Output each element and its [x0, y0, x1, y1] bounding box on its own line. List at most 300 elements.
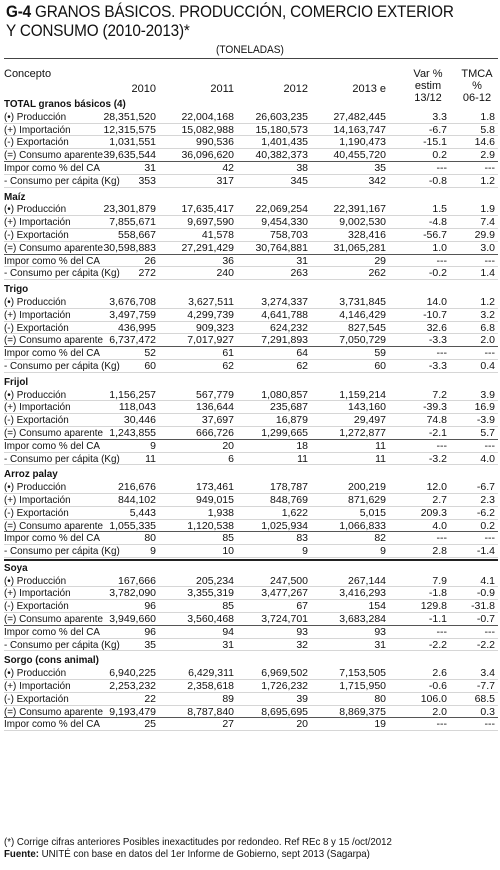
table-cell: 29.9: [474, 228, 495, 241]
section-title-label: Sorgo (cons animal): [4, 654, 99, 667]
table-cell: 2.8: [432, 545, 447, 558]
table-row: [4, 175, 498, 188]
source-label: Fuente:: [4, 849, 39, 860]
table-cell: 94: [222, 625, 234, 638]
row-label: (=) Consumo aparente: [4, 334, 104, 347]
table-cell: -3.3: [428, 334, 447, 347]
table-cell: 2,253,232: [109, 680, 156, 693]
table-cell: 39: [296, 692, 308, 705]
table-cell: 20: [296, 718, 308, 731]
table-cell: 68.5: [474, 692, 495, 705]
table-cell: 6,429,311: [188, 667, 234, 680]
table-cell: 3,731,845: [339, 295, 386, 308]
table-cell: 949,015: [196, 493, 234, 506]
table-cell: -31.8: [471, 600, 495, 613]
row-label: (=) Consumo aparente: [4, 241, 104, 254]
table-cell: 17,635,417: [181, 203, 234, 216]
table-cell: 3,676,708: [109, 295, 156, 308]
table-cell: 240: [216, 267, 234, 280]
table-cell: 3.0: [480, 241, 495, 254]
table-cell: 3,497,759: [109, 308, 156, 321]
header-year-2010: 2010: [131, 83, 156, 95]
table-cell: 82: [374, 532, 386, 545]
table-cell: ---: [436, 439, 447, 452]
table-cell: 60: [144, 359, 156, 372]
header-tmca: TMCA % 06-12: [461, 68, 493, 104]
table-cell: 8,787,840: [187, 705, 234, 718]
table-cell: 1,120,538: [187, 519, 234, 532]
table-cell: 31: [374, 638, 386, 651]
row-label: (•) Producción: [4, 388, 67, 401]
table-cell: 3,477,267: [261, 587, 308, 600]
table-cell: 848,769: [270, 493, 308, 506]
table-cell: 30,598,883: [103, 241, 156, 254]
table-row: [4, 613, 498, 626]
table-cell: 20: [222, 439, 234, 452]
table-cell: 247,500: [270, 574, 308, 587]
header-var: Var % estim 13/12: [413, 68, 443, 104]
table-cell: 353: [138, 174, 156, 187]
table-cell: -2.2: [428, 638, 447, 651]
row-label: (=) Consumo aparente: [4, 705, 104, 718]
table-cell: -10.7: [423, 308, 447, 321]
table-cell: 96: [144, 600, 156, 613]
table-cell: 9,002,530: [339, 216, 386, 229]
table-cell: 3,416,293: [339, 587, 386, 600]
table-cell: 235,687: [270, 401, 308, 414]
table-cell: 0.2: [432, 149, 447, 162]
table-row: [4, 111, 498, 124]
table-cell: 909,323: [196, 321, 234, 334]
section-title-label: Frijol: [4, 375, 29, 388]
table-cell: 758,703: [270, 228, 308, 241]
table-cell: 1,401,435: [261, 136, 308, 149]
table-cell: 9: [150, 439, 156, 452]
table-cell: 62: [222, 359, 234, 372]
table-cell: 2.0: [480, 334, 495, 347]
table-cell: 6,940,225: [109, 667, 156, 680]
table-row: [4, 296, 498, 309]
table-cell: 173,461: [196, 481, 234, 494]
table-row: [4, 545, 498, 558]
table-cell: 30,764,881: [255, 241, 308, 254]
units-label: (TONELADAS): [216, 44, 284, 56]
table-cell: 558,667: [118, 228, 156, 241]
table-cell: 32.6: [426, 321, 447, 334]
table-cell: 567,779: [196, 388, 234, 401]
table-cell: 6.8: [480, 321, 495, 334]
table-cell: -0.9: [476, 587, 495, 600]
section-title: [4, 376, 498, 389]
table-cell: 436,995: [118, 321, 156, 334]
section-title-label: Arroz palay: [4, 468, 58, 481]
table-cell: 7.4: [480, 216, 495, 229]
table-row: [4, 334, 498, 347]
table-cell: 67: [296, 600, 308, 613]
section-title: [4, 468, 498, 481]
table-cell: 27,291,429: [181, 241, 234, 254]
table-cell: 14.6: [474, 136, 495, 149]
table-cell: 1.2: [480, 174, 495, 187]
table-cell: 83: [296, 532, 308, 545]
table-cell: ---: [484, 439, 495, 452]
table-cell: 61: [222, 347, 234, 360]
section-title: [4, 654, 498, 667]
table-cell: ---: [484, 254, 495, 267]
table-cell: 3,782,090: [109, 587, 156, 600]
table-cell: ---: [436, 161, 447, 174]
table-row: [4, 626, 498, 639]
row-label: (+) Importación: [4, 680, 71, 693]
table-cell: 624,232: [270, 321, 308, 334]
table-cell: 267,144: [348, 574, 386, 587]
table-cell: 7,153,505: [339, 667, 386, 680]
table-cell: 7,855,671: [109, 216, 156, 229]
table-row: [4, 481, 498, 494]
table-cell: -4.8: [428, 216, 447, 229]
row-label: (•) Producción: [4, 574, 67, 587]
row-label: (+) Importación: [4, 493, 71, 506]
section-title: [4, 191, 498, 204]
table-cell: 9: [380, 545, 386, 558]
table-cell: -0.2: [428, 267, 447, 280]
table-row: [4, 706, 498, 719]
table-cell: 27: [222, 718, 234, 731]
header-rule: [4, 58, 498, 59]
table-cell: 1,938: [207, 506, 234, 519]
table-row: [4, 440, 498, 453]
row-label: (=) Consumo aparente: [4, 426, 104, 439]
table-cell: 1.2: [480, 295, 495, 308]
table-cell: 26,603,235: [255, 110, 308, 123]
table-cell: 3.2: [480, 308, 495, 321]
table-cell: -15.1: [423, 136, 447, 149]
header-year-2012: 2012: [283, 83, 308, 95]
table-cell: 205,234: [196, 574, 234, 587]
table-row: [4, 587, 498, 600]
table-cell: 39,635,544: [103, 149, 156, 162]
table-row: [4, 389, 498, 402]
table-cell: 1.9: [480, 203, 495, 216]
table-cell: 74.8: [426, 414, 447, 427]
table-cell: -7.7: [476, 680, 495, 693]
row-label: (=) Consumo aparente: [4, 149, 104, 162]
table-cell: 106.0: [420, 692, 447, 705]
table-cell: -0.8: [428, 174, 447, 187]
table-cell: 59: [374, 347, 386, 360]
table-cell: 5,015: [359, 506, 386, 519]
table-cell: 129.8: [420, 600, 447, 613]
table-row: [4, 718, 498, 731]
table-cell: 1,622: [281, 506, 308, 519]
table-row: [4, 639, 498, 652]
table-cell: -1.4: [476, 545, 495, 558]
table-cell: 11: [297, 452, 308, 465]
table-cell: 41,578: [201, 228, 234, 241]
table-cell: -6.2: [476, 506, 495, 519]
table-cell: 1,080,857: [261, 388, 308, 401]
table-cell: 5.8: [480, 123, 495, 136]
table-cell: 10: [222, 545, 234, 558]
table-cell: 1,031,551: [109, 136, 156, 149]
table-row: [4, 267, 498, 280]
table-cell: 216,676: [118, 481, 156, 494]
table-cell: -2.2: [476, 638, 495, 651]
row-label: (•) Producción: [4, 203, 67, 216]
row-label: - Consumo per cápita (Kg): [4, 545, 120, 558]
table-row: [4, 136, 498, 149]
table-cell: 1,243,855: [109, 426, 156, 439]
table-cell: ---: [436, 347, 447, 360]
table-cell: 1,272,877: [339, 426, 386, 439]
table-cell: 1.8: [480, 110, 495, 123]
row-label: - Consumo per cápita (Kg): [4, 638, 120, 651]
section-separator: [4, 559, 498, 561]
table-cell: 16,879: [275, 414, 308, 427]
table-row: [4, 427, 498, 440]
title-line2: Y CONSUMO (2010-2013)*: [6, 21, 190, 40]
table-cell: 7,050,729: [339, 334, 386, 347]
table-cell: ---: [436, 254, 447, 267]
table-cell: 36: [222, 254, 234, 267]
table-cell: 31,065,281: [333, 241, 386, 254]
table-cell: 3,355,319: [187, 587, 234, 600]
table-row: [4, 149, 498, 162]
table-cell: 342: [368, 174, 386, 187]
header-concept: Concepto: [4, 68, 52, 80]
table-cell: 40,455,720: [333, 149, 386, 162]
section-title: [4, 98, 498, 111]
table-cell: 1,726,232: [261, 680, 308, 693]
table-cell: 30,446: [123, 414, 156, 427]
row-label: Impor como % del CA: [4, 718, 100, 731]
table-cell: 1,299,665: [261, 426, 308, 439]
table-cell: 52: [144, 347, 156, 360]
table-cell: 12.0: [426, 481, 447, 494]
row-label: (-) Exportación: [4, 228, 69, 241]
row-label: (+) Importación: [4, 308, 71, 321]
table-cell: 28,351,520: [103, 110, 156, 123]
table-cell: 29,497: [353, 414, 386, 427]
table-row: [4, 162, 498, 175]
table-cell: 14,163,747: [333, 123, 386, 136]
table-cell: -3.9: [476, 414, 495, 427]
table-cell: 85: [222, 532, 234, 545]
table-row: [4, 255, 498, 268]
table-cell: 2.0: [432, 705, 447, 718]
table-row: [4, 520, 498, 533]
table-cell: 11: [375, 439, 386, 452]
row-label: Impor como % del CA: [4, 161, 100, 174]
row-label: (-) Exportación: [4, 136, 69, 149]
table-cell: -0.6: [428, 680, 447, 693]
section-title: [4, 283, 498, 296]
table-cell: 25: [144, 718, 156, 731]
table-row: [4, 322, 498, 335]
table-cell: -6.7: [476, 481, 495, 494]
table-cell: 3,683,284: [339, 613, 386, 626]
row-label: (-) Exportación: [4, 321, 69, 334]
table-row: [4, 229, 498, 242]
table-cell: 154: [368, 600, 386, 613]
table-cell: 9: [150, 545, 156, 558]
table-row: [4, 203, 498, 216]
table-cell: 11: [145, 452, 156, 465]
row-label: (=) Consumo aparente: [4, 613, 104, 626]
table-cell: ---: [436, 718, 447, 731]
table-cell: 9,193,479: [109, 705, 156, 718]
table-cell: 37,697: [201, 414, 234, 427]
header-year-2011: 2011: [210, 83, 234, 95]
data-table: [4, 98, 498, 731]
table-cell: 200,219: [348, 481, 386, 494]
table-cell: 60: [374, 359, 386, 372]
table-cell: 3,560,468: [187, 613, 234, 626]
table-cell: -3.3: [428, 359, 447, 372]
table-cell: 1,055,335: [109, 519, 156, 532]
table-cell: 272: [138, 267, 156, 280]
section-title-label: TOTAL granos básicos (4): [4, 98, 126, 110]
table-cell: 3,724,701: [261, 613, 308, 626]
table-cell: 0.2: [480, 519, 495, 532]
table-cell: 1,156,257: [109, 388, 156, 401]
table-cell: 9,454,330: [261, 216, 308, 229]
table-row: [4, 414, 498, 427]
table-row: [4, 667, 498, 680]
row-label: - Consumo per cápita (Kg): [4, 267, 120, 280]
section-title-label: Maíz: [4, 190, 26, 203]
row-label: Impor como % del CA: [4, 439, 100, 452]
table-cell: ---: [484, 532, 495, 545]
table-cell: 12,315,575: [103, 123, 156, 136]
row-label: (•) Producción: [4, 110, 67, 123]
row-label: (-) Exportación: [4, 414, 69, 427]
table-cell: 27,482,445: [333, 110, 386, 123]
table-cell: 328,416: [348, 228, 386, 241]
table-cell: 3.3: [432, 110, 447, 123]
table-row: [4, 600, 498, 613]
table-cell: 64: [296, 347, 308, 360]
row-label: (-) Exportación: [4, 600, 69, 613]
table-cell: 209.3: [420, 506, 447, 519]
table-row: [4, 494, 498, 507]
table-cell: 15,180,573: [255, 123, 308, 136]
table-cell: 22: [144, 692, 156, 705]
table-cell: 990,536: [196, 136, 234, 149]
table-cell: 317: [216, 174, 234, 187]
table-cell: 6,737,472: [109, 334, 156, 347]
table-cell: 1.5: [432, 203, 447, 216]
table-cell: 16.9: [474, 401, 495, 414]
table-cell: 22,069,254: [255, 203, 308, 216]
header-year-2013: 2013 e: [352, 83, 386, 95]
row-label: (+) Importación: [4, 123, 71, 136]
table-row: [4, 242, 498, 255]
table-cell: 3,274,337: [261, 295, 308, 308]
table-row: [4, 507, 498, 520]
table-cell: -39.3: [423, 401, 447, 414]
table-cell: 2.9: [480, 149, 495, 162]
table-row: [4, 680, 498, 693]
row-label: Impor como % del CA: [4, 347, 100, 360]
table-cell: 263: [290, 267, 308, 280]
title-line1: GRANOS BÁSICOS. PRODUCCIÓN, COMERCIO EXTERIOR: [35, 2, 454, 21]
table-cell: 666,726: [196, 426, 234, 439]
row-label: Impor como % del CA: [4, 254, 100, 267]
table-row: [4, 453, 498, 466]
table-cell: 6: [228, 452, 234, 465]
row-label: (+) Importación: [4, 401, 71, 414]
table-row: [4, 532, 498, 545]
table-cell: 5.7: [480, 426, 495, 439]
table-cell: 1,715,950: [339, 680, 386, 693]
table-cell: ---: [484, 625, 495, 638]
table-cell: 93: [296, 625, 308, 638]
table-cell: 3.4: [480, 667, 495, 680]
table-cell: 827,545: [348, 321, 386, 334]
table-cell: 4.1: [480, 574, 495, 587]
table-cell: 9: [302, 545, 308, 558]
table-cell: 4.0: [480, 452, 495, 465]
row-label: (+) Importación: [4, 587, 71, 600]
table-row: [4, 360, 498, 373]
table-cell: -1.1: [428, 613, 447, 626]
table-cell: 80: [374, 692, 386, 705]
table-cell: -56.7: [423, 228, 447, 241]
table-cell: 2,358,618: [187, 680, 234, 693]
table-cell: 3,627,511: [188, 295, 234, 308]
footer: [4, 837, 473, 861]
table-cell: 23,301,879: [103, 203, 156, 216]
table-cell: 29: [374, 254, 386, 267]
row-label: - Consumo per cápita (Kg): [4, 359, 120, 372]
table-cell: 93: [374, 625, 386, 638]
section-title-label: Trigo: [4, 283, 29, 296]
table-row: [4, 216, 498, 229]
table-cell: 4,146,429: [339, 308, 386, 321]
row-label: Impor como % del CA: [4, 532, 100, 545]
table-cell: 0.3: [480, 705, 495, 718]
table-cell: 345: [290, 174, 308, 187]
table-cell: -6.7: [428, 123, 447, 136]
table-cell: 31: [296, 254, 308, 267]
table-cell: -0.7: [476, 613, 495, 626]
row-label: - Consumo per cápita (Kg): [4, 452, 120, 465]
table-cell: 262: [368, 267, 386, 280]
table-cell: 871,629: [348, 493, 386, 506]
table-cell: 118,043: [118, 401, 156, 414]
section-title-label: Soya: [4, 561, 28, 574]
table-row: [4, 693, 498, 706]
table-row: [4, 575, 498, 588]
table-cell: 85: [222, 600, 234, 613]
table-cell: 0.4: [480, 359, 495, 372]
table-cell: ---: [436, 532, 447, 545]
table-cell: 167,666: [118, 574, 156, 587]
row-label: - Consumo per cápita (Kg): [4, 174, 120, 187]
table-cell: -3.2: [428, 452, 447, 465]
table-cell: 14.0: [426, 295, 447, 308]
row-label: (=) Consumo aparente: [4, 519, 104, 532]
table-cell: 80: [144, 532, 156, 545]
table-cell: 9,697,590: [187, 216, 234, 229]
table-cell: 1,066,833: [339, 519, 386, 532]
table-cell: 1,159,214: [339, 388, 386, 401]
table-row: [4, 347, 498, 360]
source-text: UNITÉ con base en datos del 1er Informe de Gobierno, sept 2013 (Sagarpa): [41, 849, 370, 860]
table-cell: 5,443: [129, 506, 156, 519]
table-cell: 7.9: [432, 574, 447, 587]
